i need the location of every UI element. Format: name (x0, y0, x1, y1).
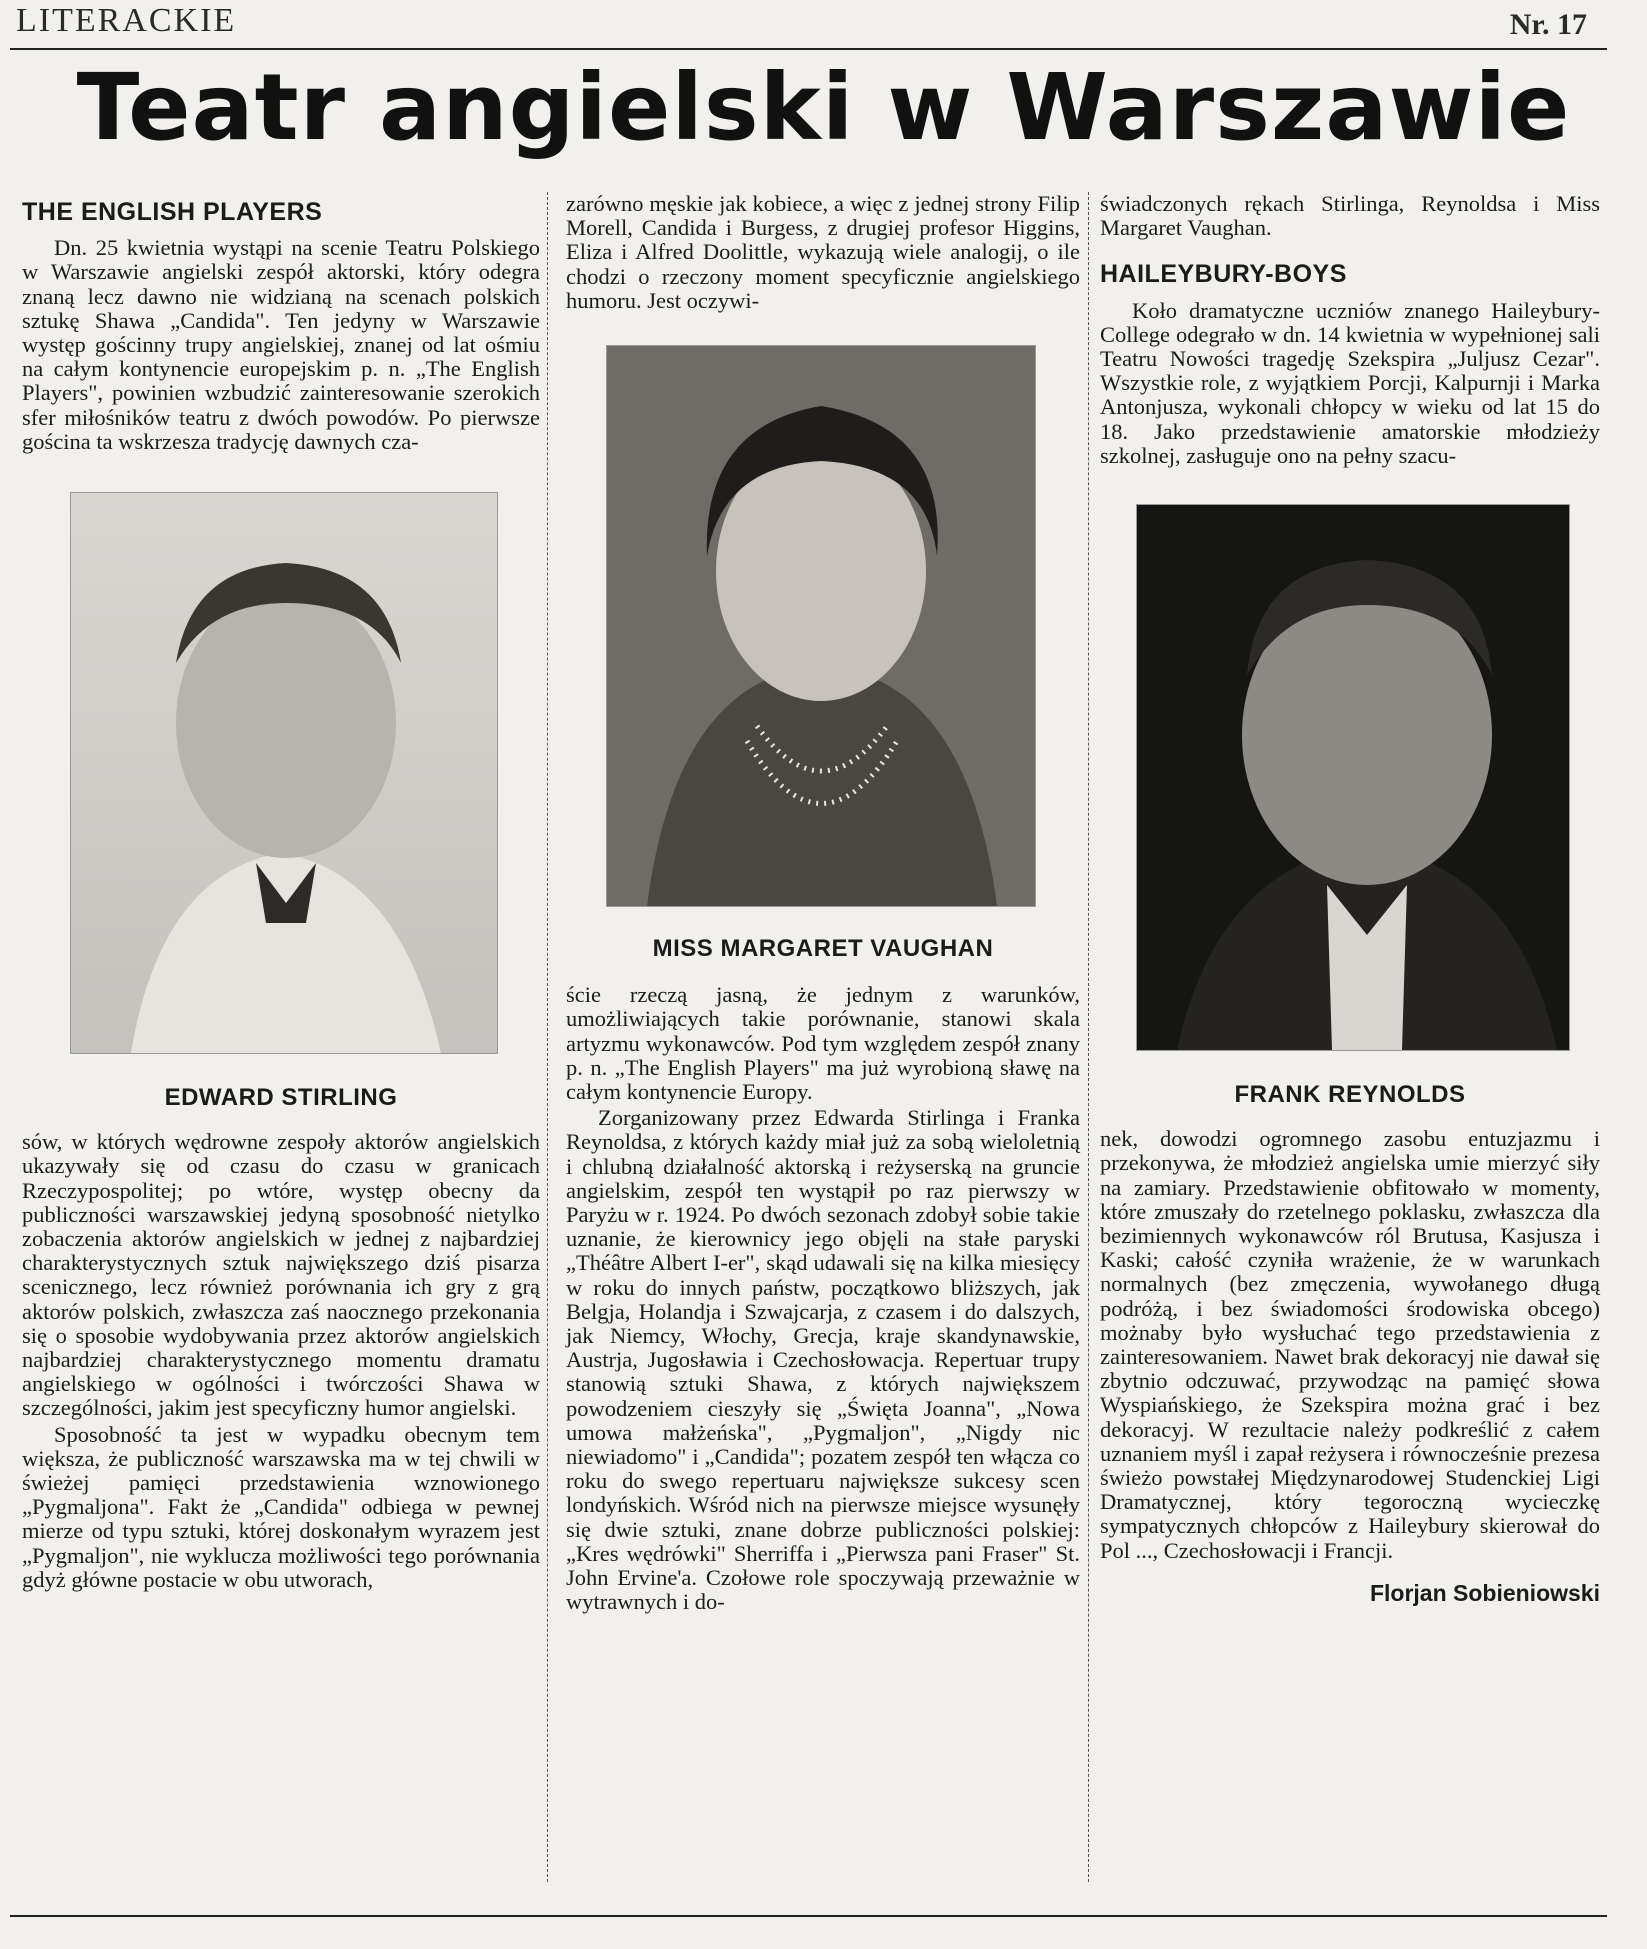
paragraph: Sposobność ta jest w wypadku obecnym tem większa, że publiczność warszawska ma w tej chwili w świeżej pamięci przedstawienia wznowionego „Pygmaljona". Fakt że „Candida" odbiega w pewnej mierze od typu sztuki, której doskonałym wyrazem jest „Pygmaljon", nie wyklucza możliwości tego porównania gdyż główne postacie w obu utworach, (22, 1421, 540, 1592)
paragraph: Dn. 25 kwietnia wystąpi na scenie Teatru Polskiego w Warszawie angielski zespół aktorski, który odegra znaną lecz dawno nie widzianą na scenach polskich sztukę Shawa „Candida". Ten jedyny w Warszawie występ gościnny trupy angielskiej, znanej od lat ośmiu na całym kontynencie europejskim p. n. „The English Players", powinien wzbudzić zainteresowanie szerokich sfer miłośników teatru z dwóch powodów. Po pierwsze gościna ta wskrzesza tradycję dawnych cza- (22, 235, 540, 454)
paragraph: sów, w których wędrowne zespoły aktorów angielskich ukazywały się od czasu do czasu w granicach Rzeczypospolitej; po wtóre, występ obecny da publiczności warszawskiej jedyną sposobność nietylko zobaczenia aktorów angielskich w jednej z najbardziej charakterystycznych sztuk największego dziś pisarza scenicznego, lecz również porównania ich gry z grą aktorów polskich, zwłaszcza zaś naocznego przekonania się o sposobie wydobywania przez aktorów angielskich najbardziej charakterystycznego momentu dramatu angielskiego w ogólności i twórczości Shawa w szczególności, jakim jest specyficzny humor angielski. (22, 1129, 540, 1421)
paragraph: świadczonych rękach Stirlinga, Reynoldsa i Miss Margaret Vaughan. (1100, 191, 1600, 241)
paragraph: ście rzeczą jasną, że jednym z warunków, umożliwiających takie porównanie, stanowi skala artyzmu wykonawców. Pod tym względem zespół znany p. n. „The English Players" ma już wyrobioną sławę na całym kontynencie Europy. (566, 982, 1080, 1105)
photo-caption: FRANK REYNOLDS (1234, 1081, 1466, 1109)
photo-frank-reynolds (1136, 504, 1570, 1051)
article-title: Teatr angielski w Warszawie (76, 54, 1571, 161)
column-divider (547, 192, 548, 1882)
section-heading: HAILEYBURY-BOYS (1100, 260, 1347, 289)
photo-margaret-vaughan (606, 345, 1036, 907)
issue-number: Nr. 17 (1509, 8, 1587, 41)
running-head (10, 0, 1607, 50)
section-heading: THE ENGLISH PLAYERS (22, 198, 323, 226)
column-middle (566, 192, 1080, 1617)
portrait-image (71, 493, 497, 1053)
portrait-image (1137, 505, 1569, 1050)
column-right (1100, 192, 1600, 1605)
publication-name: LITERACKIE (16, 2, 237, 39)
paragraph: Koło dramatyczne uczniów znanego Haileybury-College odegrało w dn. 14 kwietnia w wypełnionej sali Teatru Nowości tragedję Szekspira „Juljusz Cezar". Wszystkie role, z wyjątkiem Porcji, Kalpurnji i Marka Antonjusza, wykonali chłopcy w wieku od lat 15 do 18. Jako przedstawienie amatorskie młodzieży szkolnej, zasługuje ono na pełny szacu- (1100, 297, 1600, 468)
paragraph: Zorganizowany przez Edwarda Stirlinga i Franka Reynoldsa, z których każdy miał już za sobą wieloletnią i chlubną działalność aktorską i reżyserską na gruncie angielskim, zespół ten wystąpił po raz pierwszy w Paryżu w r. 1924. Po dwóch sezonach zdobył sobie takie uznanie, że kierownicy jego objęli na stałe paryski „Théâtre Albert I-er", skąd udawali się na kilka miesięcy w roku do innych państw, początkowo bliższych, jak Belgja, Holandja i Szwajcarja, z czasem i do dalszych, jak Niemcy, Włochy, Grecja, kraje skandynawskie, Austrja, Jugosławia i Czechosłowacja. Repertuar trupy stanowią sztuki Shawa, z których największem powodzeniem cieszyły się „Święta Joanna", „Nowa umowa małżeńska", „Pygmaljon", „Nigdy nic niewiadomo" i „Candida"; pozatem zespół ten włącza co roku do swego repertuaru największe sukcesy scen londyńskich. Wśród nich na pierwsze miejsce wysunęły się dwie sztuki, znane dobrze publiczności polskiej: „Kres wędrówki" Sherriffa i „Pierwsza pani Fraser" St. John Ervine'a. Czołowe role spoczywają przeważnie w wytrawnych i do- (566, 1105, 1080, 1615)
photo-caption: MISS MARGARET VAUGHAN (652, 935, 994, 963)
paragraph: zarówno męskie jak kobiece, a więc z jednej strony Filip Morell, Candida i Burgess, z drugiej profesor Higgins, Eliza i Alfred Doolittle, wykazują wiele analogij, o ile chodzi o rzeczony moment specyficznie angielskiego humoru. Jest oczywi- (566, 191, 1080, 313)
author-signature: Florjan Sobieniowski (1369, 1579, 1600, 1606)
portrait-image (607, 346, 1035, 906)
photo-edward-stirling (70, 492, 498, 1054)
column-left (22, 192, 540, 1594)
bottom-rule (10, 1915, 1607, 1917)
photo-caption: EDWARD STIRLING (164, 1084, 398, 1112)
column-divider (1088, 192, 1089, 1882)
paragraph: nek, dowodzi ogromnego zasobu entuzjazmu i przekonywa, że młodzież angielska umie mierzyć siły na zamiary. Przedstawienie obfitowało w momenty, które zmuszały do rzetelnego poklasku, zwłaszcza dla bezimiennych wykonawców ról Brutusa, Kasjusza i Kaski; całość czyniła wrażenie, że w warunkach normalnych (bez zmęczenia, wywołanego długą podróżą, i bez świadomości środowiska obcego) możnaby było wysłuchać tego przedstawienia z zainteresowaniem. Nawet brak dekoracyj nie dawał się zbytnio odczuwać, przywodząc na pamięć słowa Wyspiańskiego, że Szekspira można grać i bez dekoracyj. W rezultacie należy podkreślić z całem uznaniem myśl i zapał reżysera i równocześnie prezesa świeżo powstałej Międzynarodowej Studenckiej Ligi Dramatycznej, który tegoroczną wycieczkę sympatycznych chłopców z Haileybury skierował do Pol ..., Czechosłowacji i Francji. (1100, 1126, 1600, 1563)
